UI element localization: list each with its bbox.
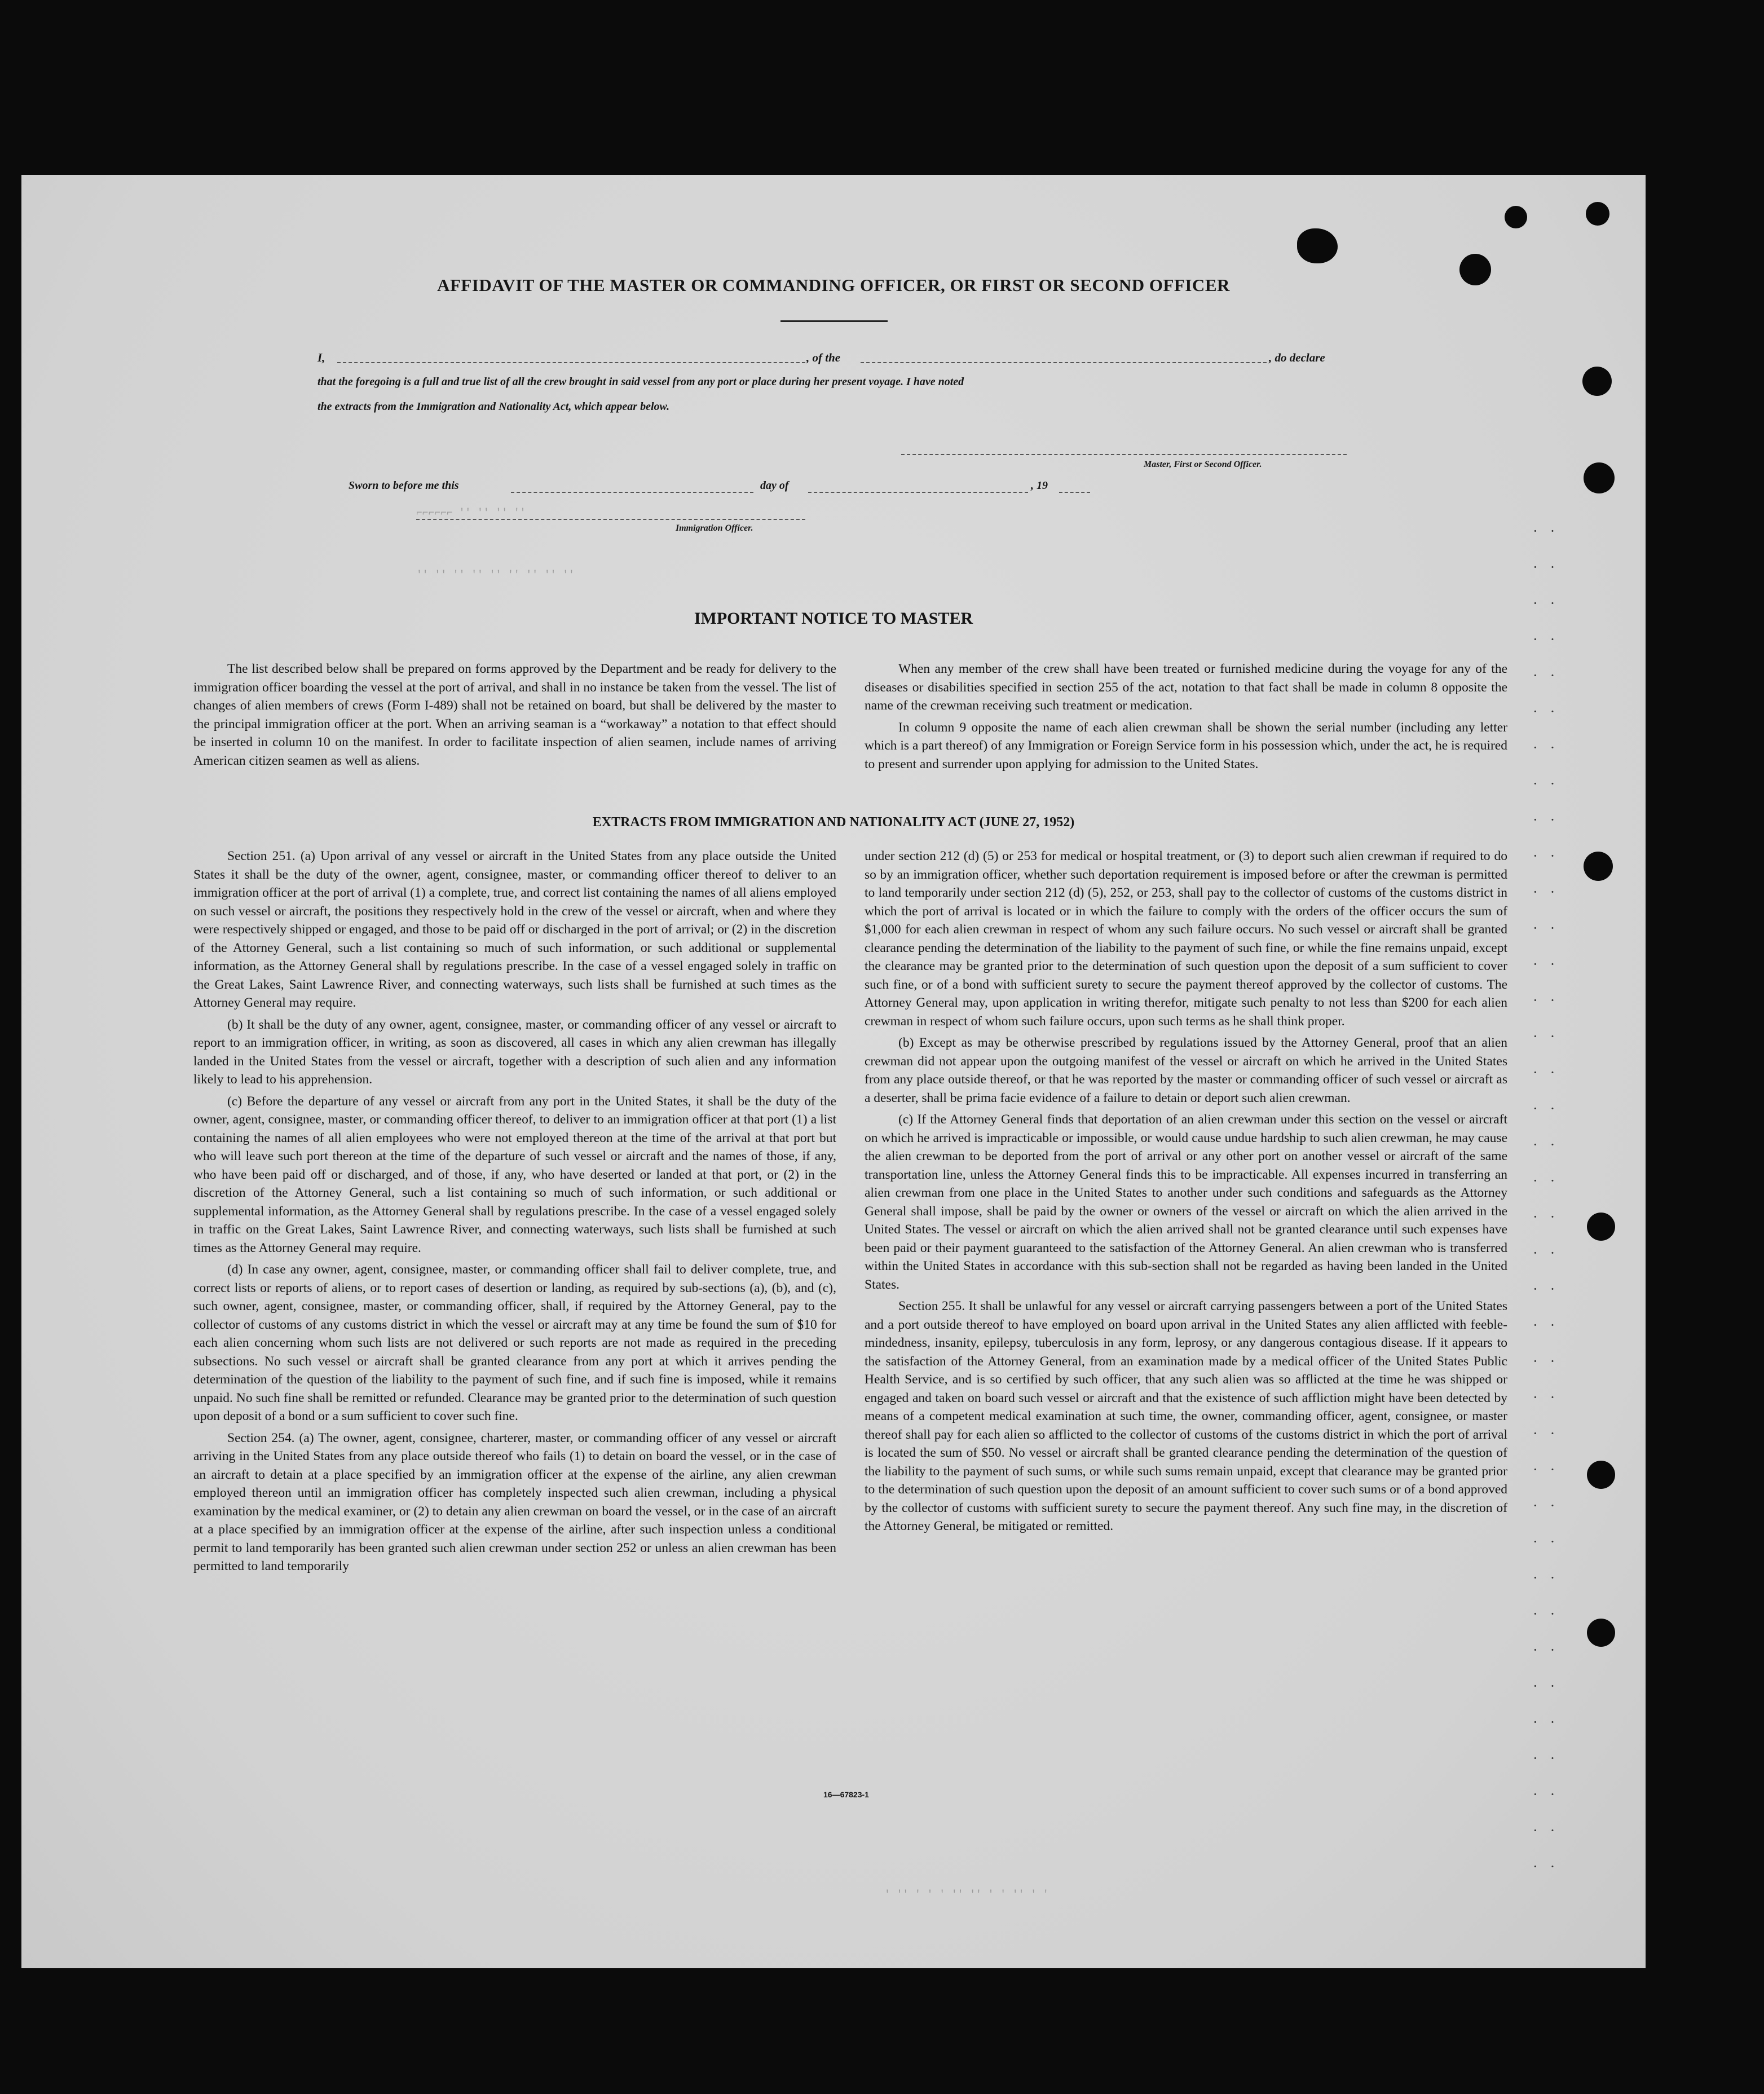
bleed-through-text: '' '' '' '' '' '' '' '' ''	[416, 570, 575, 581]
extracts-right-column	[865, 847, 1507, 1539]
section-paragraph: Section 255. It shall be unlawful for any vessel or aircraft carrying passengers between a port of the United States and a port outside thereof to have employed on board upon arrival in the United States any alien afflicted with feeble-mindedness, insanity, epilepsy, tuberculosis in any form, leprosy, or any dangerous contagious disease. If it appears to the satisfaction of the Attorney General, from an examination made by a medical officer of the United States Public Health Service, and is so certified by such officer, that any such alien was so afflicted at the time he was shipped or engaged and taken on board such vessel or aircraft and that the existence of such affliction might have been detected by means of a competent medical examination at such time, the owner, commanding officer, agent, consignee, or master thereof shall pay for each alien so afflicted to the collector of customs of the customs district in which the port of arrival is located the sum of $50. No vessel or aircraft shall be granted clearance pending the determination of the question of the liability to the payment of such sums, or while such sums remain unpaid, except that clearance may be granted prior to the determination of such question upon the deposit of an amount sufficient to cover such sums or of a bond approved by the collector of customs with sufficient surety to secure the payment thereof. Any such fine may, in the discretion of the Attorney General, be mitigated or remitted.	[865, 1299, 1507, 1533]
day-of-label: day of	[760, 479, 789, 492]
sworn-label: Sworn to before me this	[349, 479, 459, 492]
officer-signature-caption: Immigration Officer.	[676, 523, 753, 533]
section-paragraph: (b) It shall be the duty of any owner, agent, consignee, master, or commanding officer of any vessel or aircraft to report to an immigration officer, in writing, as soon as discovered, all cases in which any alien crewman has illegally landed in the United States from the vessel or aircraft, together with a description of such alien and any information likely to lead to his apprehension.	[193, 1017, 836, 1087]
sworn-day-blank[interactable]	[511, 492, 753, 493]
section-paragraph: (c) Before the departure of any vessel or aircraft from any port in the United States, it shall be the duty of the owner, agent, consignee, master, or commanding officer thereof, to deliver to an immigration officer at that port (1) a list containing the names of all alien employees who were not employed thereon at the time of the arrival at that port but who will leave such port thereon at the time of the departure of such vessel or aircraft and the names of those, if any, who have been paid off or discharged, and of those, if any, who have deserted or landed at that port, or (2) in the discretion of the Attorney General, such a list containing so much of such information, or such additional or supplemental information, as the Attorney General shall by regulations prescribe. In the case of a vessel engaged solely in traffic on the Great Lakes, Saint Lawrence River, and connecting waterways, such lists shall be furnished at such times as the Attorney General may require.	[193, 1094, 836, 1255]
extracts-title: EXTRACTS FROM IMMIGRATION AND NATIONALITY ACT (JUNE 27, 1952)	[592, 815, 1075, 830]
notice-paragraph: The list described below shall be prepared on forms approved by the Department and be ready for delivery to the immigration officer boarding the vessel at the port of arrival, and shall in no instance be taken from the vessel. The list of changes of alien members of crews (Form I-489) shall not be retained on board, but shall be delivered by the master to the principal immigration officer at the port. When an arriving seaman is a “workaway” a notation to that effect should be inserted in column 10 on the manifest. In order to facilitate inspection of alien seamen, include names of arriving American citizen seamen as well as aliens.	[193, 662, 836, 768]
punch-hole	[1505, 206, 1527, 228]
affidavit-of-the: , of the	[806, 351, 841, 364]
bleed-through-text: ' '' ' ' ' '' '' ' ' '' ' '	[884, 1889, 1049, 1901]
punch-hole	[1582, 367, 1612, 396]
vessel-blank[interactable]	[861, 362, 1267, 363]
form-number: 16—67823-1	[823, 1790, 869, 1799]
affidavit-line-3: the extracts from the Immigration and Nationality Act, which appear below.	[317, 400, 670, 413]
section-paragraph: (c) If the Attorney General finds that deportation of an alien crewman under this section on the vessel or aircraft on which he arrived is impracticable or impossible, or would cause undue hardship to such alien crewman, he may cause the alien crewman to be deported from the port of arrival or any other port on another vessel or aircraft of the same transportation line, unless the Attorney General finds this to be impracticable. All expenses incurred in transferring an alien crewman from one place in the United States to another under such conditions and safeguards as the Attorney General shall impose, shall be paid by the owner or owners of the vessel or aircraft on which the alien arrived in the United States. The vessel or aircraft on which the alien arrived shall not be granted clearance until such expenses have been paid or their payment guaranteed to the satisfaction of the Attorney General. An alien crewman who is transferred within the United States in accordance with this sub-section shall not be regarded as having been landed in the United States.	[865, 1112, 1507, 1292]
affidavit-i: I,	[317, 351, 325, 364]
punch-hole	[1297, 228, 1338, 263]
year-label: , 19	[1031, 479, 1048, 492]
section-paragraph: (b) Except as may be otherwise prescribed by regulations issued by the Attorney General, proof that an alien crewman did not appear upon the outgoing manifest of the vessel or aircraft on which he arrived in the United States from any place outside thereof, or that he was reported by the master or commanding officer of such vessel or aircraft as a deserter, shall be prima facie evidence of a failure to detain or deport such alien crewman.	[865, 1035, 1507, 1105]
affidavit-line-2: that the foregoing is a full and true list of all the crew brought in said vessel from any port or place during her present voyage. I have noted	[317, 376, 964, 388]
notice-left-column	[193, 660, 836, 773]
punch-hole	[1586, 202, 1609, 226]
title-underline	[780, 320, 888, 322]
officer-signature-line[interactable]	[416, 519, 805, 520]
notice-paragraph: When any member of the crew shall have been treated or furnished medicine during the voyage for any of the diseases or disabilities specified in section 255 of the act, notation to that fact shall be made in column 8 opposite the name of the crewman receiving such treatment or medication.	[865, 662, 1507, 713]
month-blank[interactable]	[808, 492, 1028, 493]
name-blank[interactable]	[337, 362, 805, 363]
notice-right-column	[865, 660, 1507, 777]
notice-paragraph: In column 9 opposite the name of each alien crewman shall be shown the serial number (including any letter which is a part thereof) of any Immigration or Foreign Service form in his possession which, under the act, he is required to present and surrender upon applying for admission to the United States.	[865, 720, 1507, 772]
section-paragraph: Section 251. (a) Upon arrival of any vessel or aircraft in the United States from any place outside the United States it shall be the duty of the owner, agent, consignee, master, or commanding officer thereof to deliver to an immigration officer at the port of arrival (1) a complete, true, and correct list containing the names of all aliens employed on such vessel or aircraft, the positions they respectively hold in the crew of the vessel or aircraft, when and where they were respectively shipped or engaged, and those to be paid off or discharged in the port of arrival; or (2) in the discretion of the Attorney General, such a list containing so much of such information, or such additional or supplemental information, as the Attorney General shall by regulations prescribe. In the case of a vessel engaged solely in traffic on the Great Lakes, Saint Lawrence River, and connecting waterways, such lists shall be furnished at such times as the Attorney General may require.	[193, 849, 836, 1010]
notice-title: IMPORTANT NOTICE TO MASTER	[694, 609, 973, 628]
section-paragraph: (d) In case any owner, agent, consignee, master, or commanding officer shall fail to deliver complete, true, and correct lists or reports of aliens, or to report cases of desertion or landing, as required by sub-sections (a), (b), and (c), such owner, agent, consignee, master, or commanding officer, shall, if required by the Attorney General, pay to the collector of customs of any customs district in which the vessel or aircraft may at any time be found the sum of $10 for each alien concerning whom such lists are not delivered or such reports are not made as required in the preceding subsections. No such vessel or aircraft shall be granted clearance from any port at which it arrives pending the determination of the question of the liability to the payment of such fine, and if such fine is imposed, while it remains unpaid. No such fine shall be remitted or refunded. Clearance may be granted prior to the determination of such question upon deposit of a bond or a sum sufficient to cover such fine.	[193, 1262, 836, 1423]
affidavit-do-declare: , do declare	[1269, 351, 1325, 364]
document-page	[21, 175, 1646, 1968]
bleed-through-marks: ·· ·· ·· ·· ·· ·· ·· ·· ·· ·· ·· ·· ·· ·· ·· ·· ·· ·· ·· ·· ·· ·· ·· ·· ·· ·· ·· ·· ·· ·· ·· ·· ·· ·· ·· ·· ·· ··	[1533, 523, 1568, 1875]
section-paragraph: Section 254. (a) The owner, agent, consignee, charterer, master, or commanding officer of any vessel or aircraft arriving in the United States from any place outside thereof who fails (1) to detain on board the vessel, or in the case of an aircraft to detain at a place specified by an immigration officer at the expense of the airline, any alien crewman employed thereon until an immigration officer has completely inspected such alien crewman, including a physical examination by the medical examiner, or (2) to detain any alien crewman on board the vessel, or in the case of an aircraft at a place specified by an immigration officer at the expense of the airline, after such inspection unless a conditional permit to land temporarily has been granted such alien crewman under section 252 or unless an alien crewman has been permitted to land temporarily	[193, 1430, 836, 1573]
master-signature-line[interactable]	[901, 454, 1347, 455]
affidavit-title: AFFIDAVIT OF THE MASTER OR COMMANDING OFFICER, OR FIRST OR SECOND OFFICER	[437, 275, 1230, 295]
year-blank[interactable]	[1059, 492, 1090, 493]
section-paragraph: under section 212 (d) (5) or 253 for medical or hospital treatment, or (3) to deport such alien crewman if required to do so by an immigration officer, whether such deportation requirement is imposed before or after the crewman is permitted to land temporarily under section 212 (d) (5), 252, or 253, shall pay to the collector of customs of the customs district in which the port of arrival is located or in which the failure to comply with the orders of the officer occurs the sum of $1,000 for each alien crewman in respect of whom any such failure occurs. No such vessel or aircraft shall be granted clearance pending the determination of the liability to the payment of such fine, or while the fine remains unpaid, except the clearance may be granted prior to the determination of such question upon the deposit of a sum sufficient to cover such fine, or of a bond with sufficient surety to secure the payment thereof approved by the collector of customs. The Attorney General may, upon application in writing therefor, mitigate such penalty to not less than $200 for each alien crewman in respect of whom such failure occurs, upon such terms as he shall think proper.	[865, 849, 1507, 1029]
punch-hole	[1584, 462, 1615, 493]
bleed-through-text: ⌐⌐⌐⌐⌐⌐ '' '' '' ''	[416, 508, 526, 519]
master-signature-caption: Master, First or Second Officer.	[1144, 460, 1262, 469]
extracts-left-column	[193, 847, 836, 1579]
